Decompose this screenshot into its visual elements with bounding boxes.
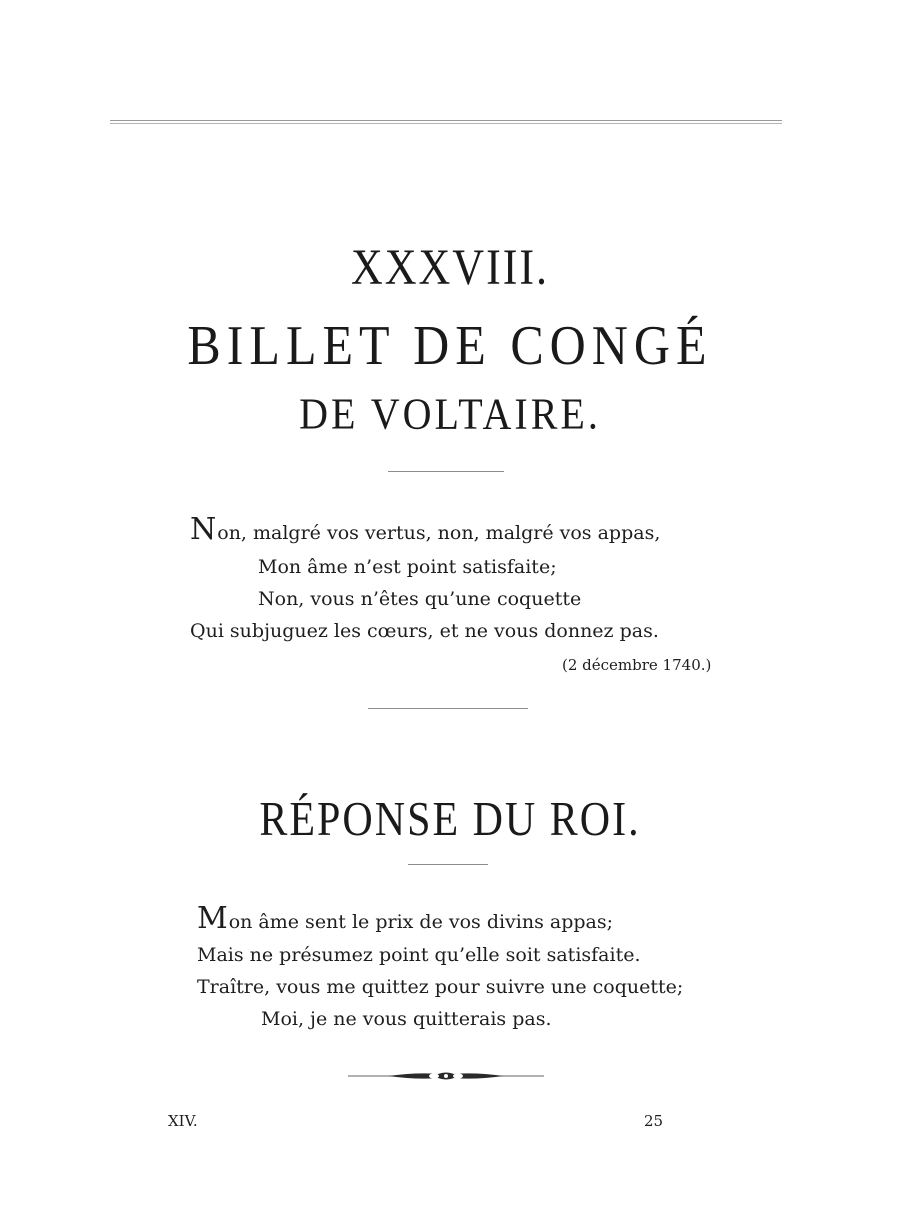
initial-letter: N	[190, 512, 217, 547]
divider-rule	[388, 471, 504, 472]
poem-line: Moi, je ne vous quitterais pas.	[261, 1008, 552, 1030]
top-double-rule	[110, 120, 782, 121]
initial-letter: M	[197, 901, 228, 936]
poem-line: Non, vous n’êtes qu’une coquette	[258, 588, 582, 610]
poem-line-text: on, malgré vos vertus, non, malgré vos appas,	[217, 522, 661, 544]
poem-line	[197, 901, 614, 936]
response-title: RÉPONSE DU ROI.	[259, 793, 641, 847]
poem-line: Mon âme n’est point satisfaite;	[258, 556, 557, 578]
footer-signature: XIV.	[168, 1112, 198, 1130]
poem-line-text: on âme sent le prix de vos divins appas;	[228, 911, 614, 933]
section-subtitle: DE VOLTAIRE.	[299, 388, 601, 439]
section-number: XXXVIII.	[350, 239, 550, 296]
section-title: BILLET DE CONGÉ	[187, 313, 713, 377]
poem-line: Traître, vous me quittez pour suivre une coquette;	[197, 976, 684, 998]
poem-line	[190, 512, 661, 547]
divider-rule	[368, 708, 528, 709]
poem-date: (2 décembre 1740.)	[562, 656, 712, 674]
divider-rule	[408, 864, 488, 865]
page-number: 25	[644, 1112, 664, 1130]
tailpiece-ornament-icon	[348, 1068, 544, 1084]
poem-line: Mais ne présumez point qu’elle soit satisfaite.	[197, 944, 641, 966]
poem-line: Qui subjuguez les cœurs, et ne vous donnez pas.	[190, 620, 659, 642]
